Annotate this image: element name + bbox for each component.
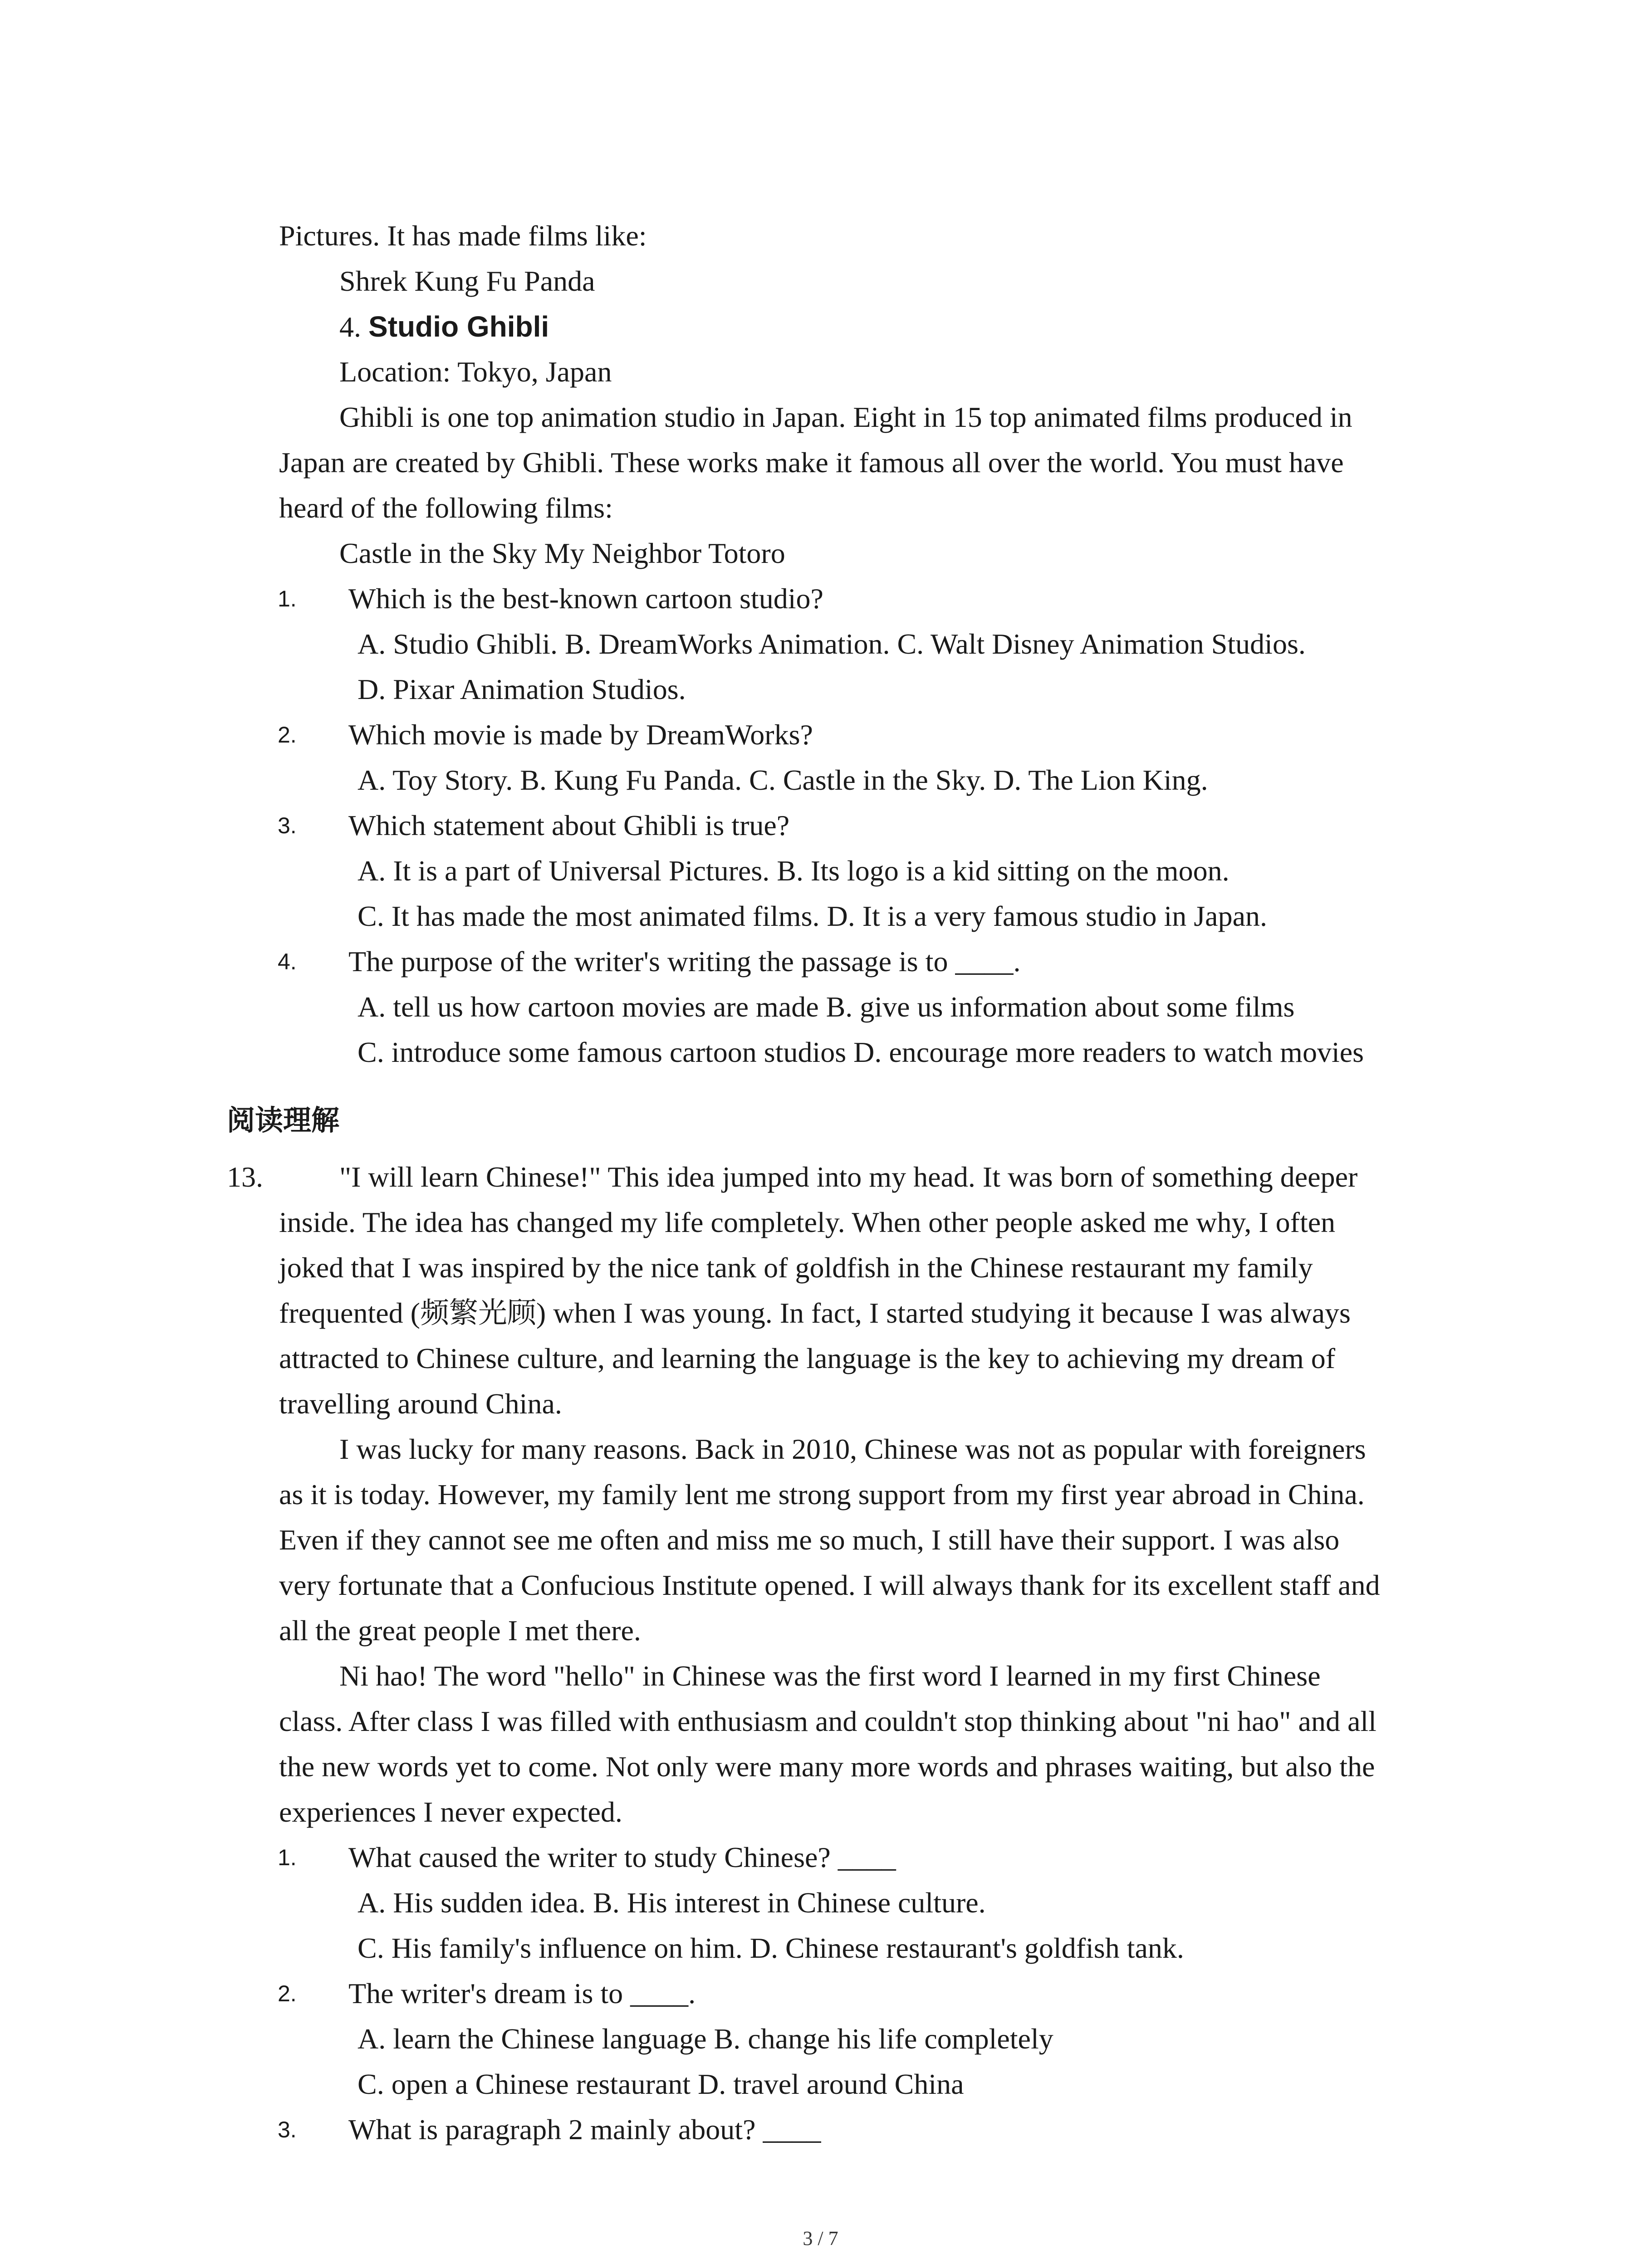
passage-line: frequented (频繁光顾) when I was young. In fact, I started studying it because I was always: [279, 1297, 1351, 1329]
question-text: The purpose of the writer's writing the passage is to ____.: [348, 945, 1021, 978]
section-title: 阅读理解: [227, 1104, 340, 1137]
passage-line: Even if they cannot see me often and miss me so much, I still have their support. I was also: [279, 1524, 1340, 1556]
passage-line: Japan are created by Ghibli. These works make it famous all over the world. You must have: [279, 446, 1344, 479]
answer-options: A. tell us how cartoon movies are made B. give us information about some films: [358, 991, 1295, 1023]
passage-line: "I will learn Chinese!" This idea jumped into my head. It was born of something deeper: [339, 1161, 1358, 1193]
answer-options: C. introduce some famous cartoon studios D. encourage more readers to watch movies: [358, 1036, 1364, 1068]
film-list-line: Shrek Kung Fu Panda: [339, 265, 595, 297]
question-text: Which movie is made by DreamWorks?: [348, 719, 813, 751]
answer-options: D. Pixar Animation Studios.: [358, 673, 686, 705]
answer-options: C. It has made the most animated films. D. It is a very famous studio in Japan.: [358, 900, 1267, 932]
question-number: 2.: [278, 1981, 297, 2006]
passage-line: travelling around China.: [279, 1388, 562, 1420]
question-number: 1.: [278, 1845, 297, 1870]
passage-line: as it is today. However, my family lent me strong support from my first year abroad in China.: [279, 1478, 1365, 1510]
answer-options: A. It is a part of Universal Pictures. B. Its logo is a kid sitting on the moon.: [358, 855, 1230, 887]
passage-line: attracted to Chinese culture, and learning the language is the key to achieving my dream of: [279, 1342, 1336, 1374]
question-text: Which statement about Ghibli is true?: [348, 809, 790, 841]
question-text: What caused the writer to study Chinese? ____: [348, 1841, 896, 1873]
question-number: 13.: [227, 1161, 263, 1193]
question-text: What is paragraph 2 mainly about? ____: [348, 2113, 821, 2146]
answer-options: C. His family's influence on him. D. Chinese restaurant's goldfish tank.: [358, 1932, 1184, 1964]
answer-options: A. learn the Chinese language B. change his life completely: [358, 2023, 1053, 2055]
passage-line: Ni hao! The word "hello" in Chinese was the first word I learned in my first Chinese: [339, 1660, 1321, 1692]
studio-number: 4.: [339, 311, 361, 343]
question-number: 3.: [278, 813, 297, 838]
studio-location: Location: Tokyo, Japan: [339, 356, 612, 388]
passage-line: Ghibli is one top animation studio in Japan. Eight in 15 top animated films produced in: [339, 401, 1352, 433]
page-number: 3 / 7: [803, 2227, 838, 2249]
question-number: 2.: [278, 722, 297, 748]
passage-line: Pictures. It has made films like:: [279, 220, 647, 252]
passage-line: all the great people I met there.: [279, 1614, 641, 1647]
passage-line: joked that I was inspired by the nice tank of goldfish in the Chinese restaurant my family: [279, 1251, 1313, 1284]
answer-options: A. His sudden idea. B. His interest in Chinese culture.: [358, 1887, 986, 1919]
question-text: Which is the best-known cartoon studio?: [348, 582, 823, 615]
answer-options: A. Studio Ghibli. B. DreamWorks Animation. C. Walt Disney Animation Studios.: [358, 628, 1306, 660]
answer-options: A. Toy Story. B. Kung Fu Panda. C. Castle in the Sky. D. The Lion King.: [358, 764, 1208, 796]
passage-line: inside. The idea has changed my life completely. When other people asked me why, I often: [279, 1206, 1336, 1238]
studio-name: Studio Ghibli: [368, 310, 549, 343]
passage-line: experiences I never expected.: [279, 1796, 622, 1828]
passage-line: the new words yet to come. Not only were many more words and phrases waiting, but also the: [279, 1750, 1375, 1783]
passage-line: heard of the following films:: [279, 492, 613, 524]
passage-line: very fortunate that a Confucious Institute opened. I will always thank for its excellent staff and: [279, 1569, 1380, 1601]
passage-line: class. After class I was filled with enthusiasm and couldn't stop thinking about "ni hao" and all: [279, 1705, 1376, 1737]
studio-heading: [339, 308, 549, 345]
answer-options: C. open a Chinese restaurant D. travel around China: [358, 2068, 964, 2100]
question-number: 3.: [278, 2117, 297, 2142]
question-number: 1.: [278, 586, 297, 611]
passage-line: I was lucky for many reasons. Back in 2010, Chinese was not as popular with foreigners: [339, 1433, 1366, 1465]
film-list-line: Castle in the Sky My Neighbor Totoro: [339, 537, 785, 569]
question-text: The writer's dream is to ____.: [348, 1977, 696, 2009]
question-number: 4.: [278, 949, 297, 974]
